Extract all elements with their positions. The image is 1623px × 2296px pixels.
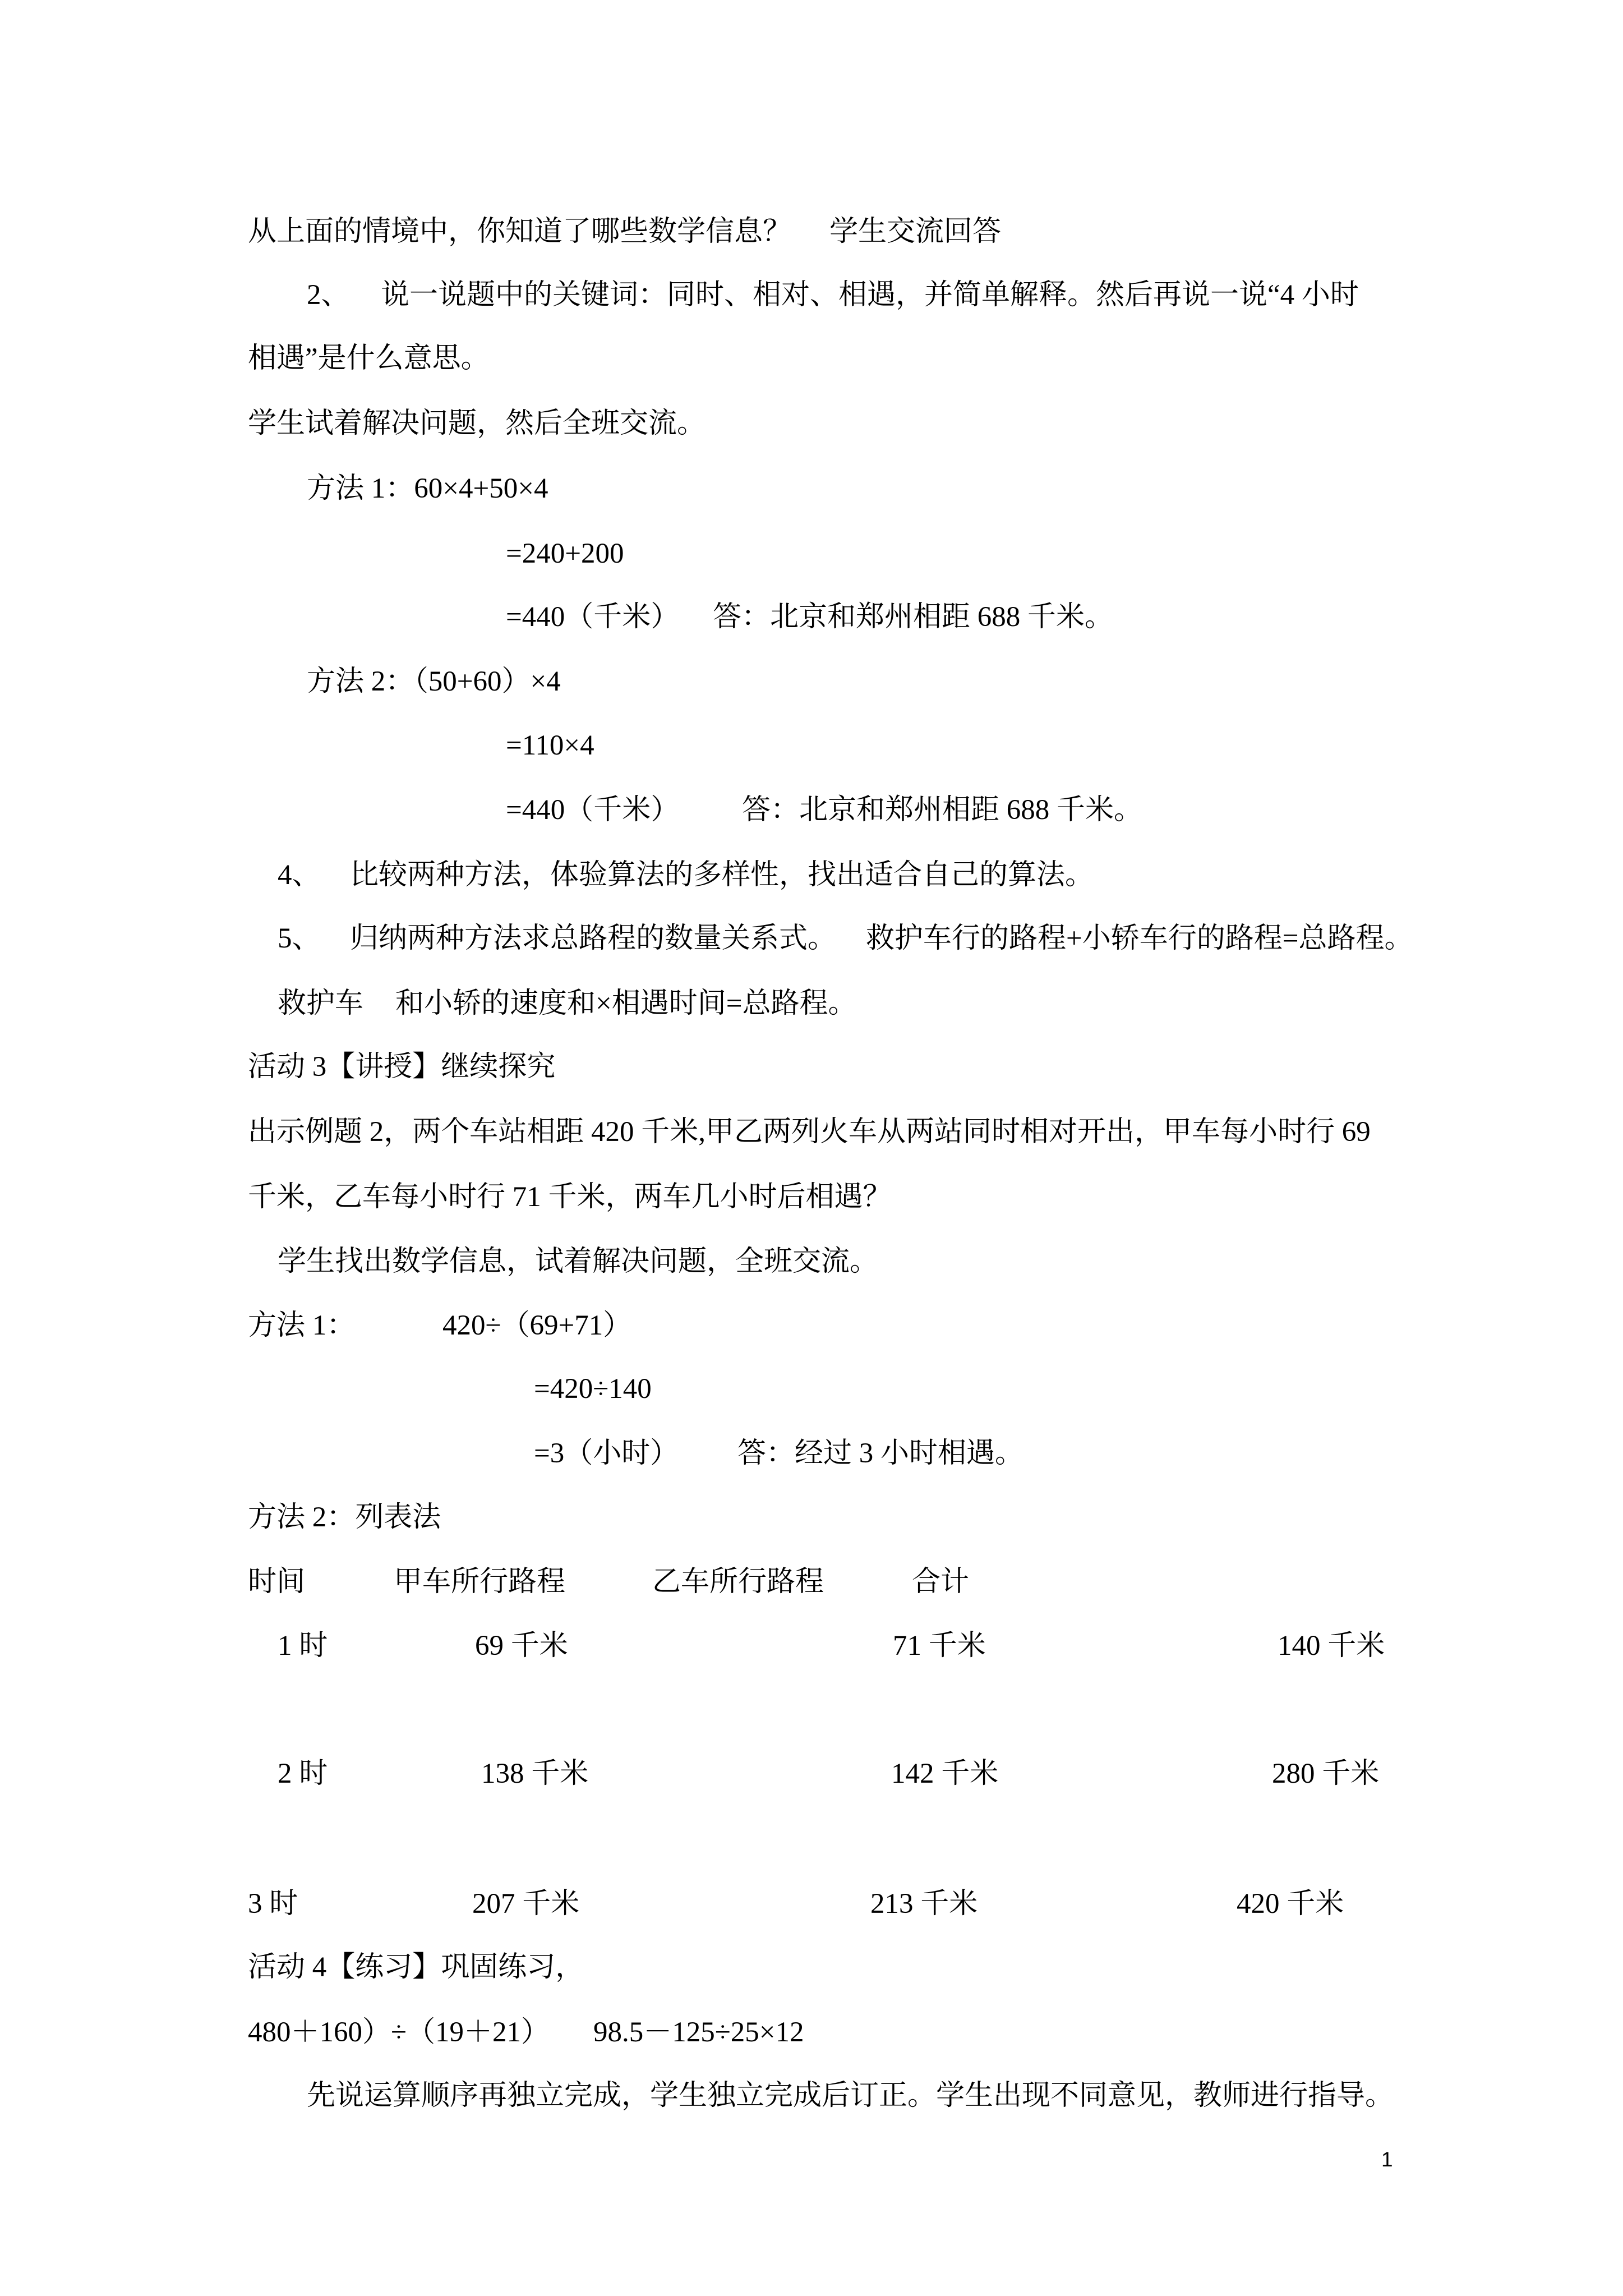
activity3-problem-line1: 出示例题 2，两个车站相距 420 千米,甲乙两列火车从两站同时相对开出，甲车每小时行 69 [248, 1116, 1371, 1148]
activity3-method1-step1: =420÷140 [534, 1373, 652, 1405]
table-cell: 138 千米 [481, 1758, 589, 1789]
step5-formula1: 救护车行的路程+小轿车行的路程=总路程。 [866, 923, 1413, 954]
table-cell: 1 时 [278, 1630, 328, 1662]
activity3-method1-step2: =3（小时） [534, 1438, 679, 1469]
table-cell: 71 千米 [893, 1630, 986, 1662]
step4-text: 比较两种方法，体验算法的多样性，找出适合自己的算法。 [350, 859, 1094, 891]
step5-formula2-start: 救护车 [278, 988, 364, 1019]
activity3-heading: 活动 3【讲授】继续探究 [248, 1051, 556, 1083]
method1-step2: =440（千米） [506, 601, 680, 633]
step2-number: 2、 [307, 279, 350, 311]
activity3-method1-expression: 420÷（69+71） [442, 1310, 632, 1341]
activity3-problem-line2: 千米，乙车每小时行 71 千米，两车几小时后相遇？ [248, 1181, 892, 1213]
step5-number: 5、 [278, 923, 321, 954]
table-header-car-b: 乙车所行路程 [652, 1566, 824, 1598]
activity3-instruction: 学生找出数学信息，试着解决问题，全班交流。 [278, 1246, 879, 1277]
intro-question: 从上面的情境中，你知道了哪些数学信息？ [248, 216, 792, 247]
table-cell: 142 千米 [891, 1758, 999, 1789]
activity3-method1-label: 方法 1： [248, 1310, 356, 1341]
activity4-exercise2: 98.5－125÷25×12 [593, 2017, 804, 2048]
table-header-total: 合计 [912, 1566, 970, 1598]
method2-step1: =110×4 [506, 730, 594, 761]
step5-formula2-rest: 和小轿的速度和×相遇时间=总路程。 [395, 988, 857, 1019]
page-number: 1 [1381, 2148, 1393, 2171]
activity4-exercise1: 480＋160）÷（19＋21） [248, 2017, 550, 2048]
activity3-method2-label: 方法 2：列表法 [248, 1502, 441, 1533]
table-cell: 2 时 [278, 1758, 328, 1789]
table-header-time: 时间 [248, 1566, 306, 1598]
step2-text-continued: 相遇”是什么意思。 [248, 343, 490, 374]
table-cell: 420 千米 [1237, 1888, 1344, 1920]
table-cell: 140 千米 [1278, 1630, 1385, 1662]
table-cell: 69 千米 [475, 1630, 568, 1662]
method1-answer: 答：北京和郑州相距 688 千米。 [713, 601, 1114, 633]
table-cell: 280 千米 [1272, 1758, 1380, 1789]
step5-text: 归纳两种方法求总路程的数量关系式。 [350, 923, 837, 954]
student-attempt-text: 学生试着解决问题，然后全班交流。 [248, 408, 706, 439]
method2-answer: 答：北京和郑州相距 688 千米。 [742, 794, 1143, 826]
activity3-method1-answer: 答：经过 3 小时相遇。 [737, 1438, 1024, 1469]
table-cell: 213 千米 [870, 1888, 978, 1920]
step2-text: 说一说题中的关键词：同时、相对、相遇，并简单解释。然后再说一说“4 小时 [381, 279, 1359, 311]
method1-expression: 方法 1：60×4+50×4 [307, 473, 548, 504]
step4-number: 4、 [278, 859, 321, 891]
table-cell: 3 时 [248, 1888, 298, 1920]
method1-step1: =240+200 [506, 538, 624, 569]
activity4-heading: 活动 4【练习】巩固练习， [248, 1952, 584, 1983]
table-cell: 207 千米 [472, 1888, 580, 1920]
method2-expression: 方法 2：（50+60）×4 [307, 666, 561, 697]
method2-step2: =440（千米） [506, 794, 680, 826]
activity4-instruction: 先说运算顺序再独立完成，学生独立完成后订正。学生出现不同意见，教师进行指导。 [307, 2080, 1394, 2111]
table-header-car-a: 甲车所行路程 [394, 1566, 566, 1598]
intro-response: 学生交流回答 [829, 216, 1002, 247]
